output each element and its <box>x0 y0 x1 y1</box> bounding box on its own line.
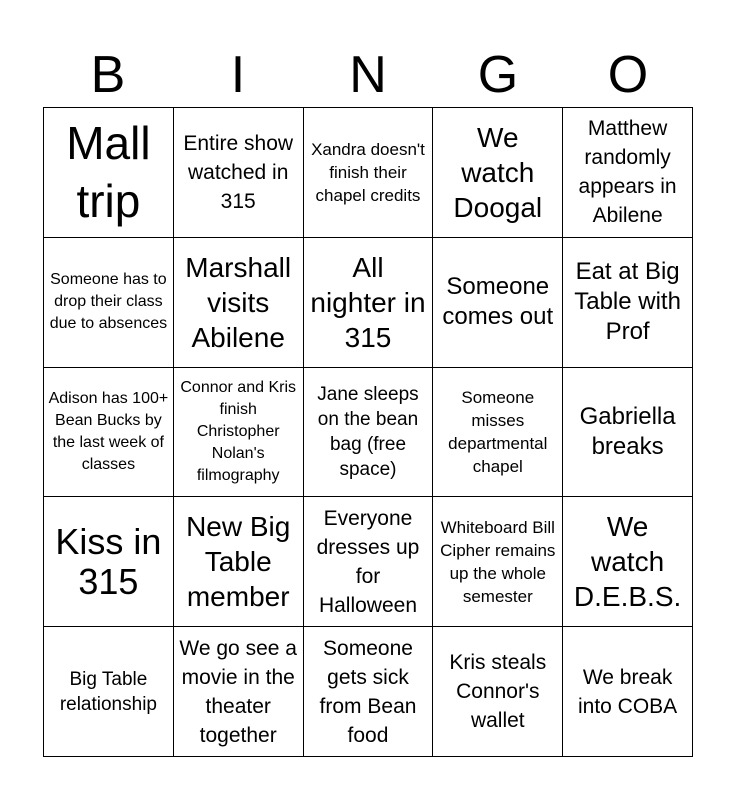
cell-text: We watch Doogal <box>453 121 543 223</box>
bingo-cell[interactable] <box>304 497 434 627</box>
bingo-cell[interactable] <box>563 368 693 498</box>
cell-text: Matthew randomly appears in Abilene <box>578 117 677 228</box>
header-letter-g: G <box>477 46 519 104</box>
bingo-grid <box>43 107 693 757</box>
cell-text: New Big Table member <box>186 511 291 613</box>
cell-text: Kiss in 315 <box>55 520 162 602</box>
cell-text: Someone comes out <box>442 273 554 331</box>
bingo-cell[interactable] <box>304 238 434 368</box>
bingo-cell[interactable] <box>304 108 434 238</box>
bingo-cell[interactable] <box>433 238 563 368</box>
cell-text: All nighter in 315 <box>310 251 426 353</box>
bingo-cell[interactable] <box>174 368 304 498</box>
cell-text: Adison has 100+ Bean Bucks by the last week of classes <box>48 389 169 473</box>
cell-text: Big Table relationship <box>59 668 157 715</box>
cell-text: Connor and Kris finish Christopher Nolan's filmography <box>180 378 296 484</box>
bingo-cell[interactable] <box>44 238 174 368</box>
bingo-cell[interactable] <box>304 627 434 757</box>
bingo-cell[interactable] <box>174 238 304 368</box>
bingo-cell[interactable] <box>44 497 174 627</box>
bingo-cell[interactable] <box>563 497 693 627</box>
bingo-cell[interactable] <box>44 108 174 238</box>
bingo-cell[interactable] <box>304 368 434 498</box>
header-letter-o: O <box>607 46 649 104</box>
bingo-cell[interactable] <box>174 108 304 238</box>
bingo-cell[interactable] <box>174 627 304 757</box>
cell-text: Whiteboard Bill Cipher remains up the whole semester <box>440 517 556 606</box>
bingo-cell[interactable] <box>44 368 174 498</box>
bingo-cell[interactable] <box>433 627 563 757</box>
cell-text: Eat at Big Table with Prof <box>574 258 681 346</box>
header-letter-b: B <box>90 46 126 104</box>
bingo-cell[interactable] <box>433 497 563 627</box>
cell-text: Marshall visits Abilene <box>185 251 292 353</box>
cell-text: Kris steals Connor's wallet <box>449 651 547 733</box>
bingo-cell[interactable] <box>174 497 304 627</box>
header-letter-n: N <box>349 46 387 104</box>
cell-text: Entire show watched in 315 <box>183 131 294 213</box>
cell-text: We go see a movie in the theater together <box>179 636 297 747</box>
cell-text: We break into COBA <box>577 665 678 718</box>
cell-text: Someone gets sick from Bean food <box>319 636 417 747</box>
bingo-header <box>43 44 693 106</box>
cell-text: We watch D.E.B.S. <box>573 511 682 613</box>
bingo-cell[interactable] <box>563 238 693 368</box>
cell-text: Someone has to drop their class due to absences <box>49 271 168 333</box>
bingo-cell[interactable] <box>563 627 693 757</box>
cell-text: Someone misses departmental chapel <box>448 387 548 476</box>
cell-text: Everyone dresses up for Halloween <box>316 506 420 617</box>
bingo-cell[interactable] <box>563 108 693 238</box>
bingo-cell[interactable] <box>44 627 174 757</box>
cell-text: Jane sleeps on the bean bag (free space) <box>317 383 419 480</box>
header-letter-i: I <box>230 46 246 104</box>
bingo-cell[interactable] <box>433 368 563 498</box>
cell-text: Gabriella breaks <box>579 402 676 460</box>
cell-text: Xandra doesn't finish their chapel credits <box>311 139 425 205</box>
cell-text: Mall trip <box>66 117 151 228</box>
bingo-cell[interactable] <box>433 108 563 238</box>
